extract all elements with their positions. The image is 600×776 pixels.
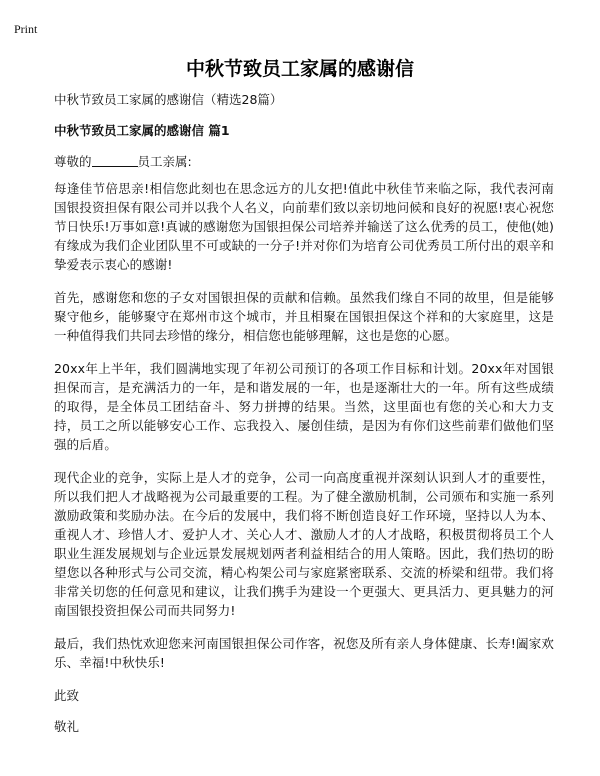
salutation-suffix: 员工亲属: — [137, 154, 192, 169]
salutation — [54, 152, 554, 171]
paragraph-4: 现代企业的竞争，实际上是人才的竞争，公司一向高度重视并深刻认识到人才的重要性，所以我们把人才战略视为公司最重要的工程。为了健全激励机制，公司颁布和实施一系列激励政策和奖励办法。在今后的发展中，我们将不断创造良好工作环境，坚持以人为本、重视人才、珍惜人才、爱护人才、关心人才、激励人才的人才战略，积极贯彻将员工个人职业生涯发展规划与企业远景发展规划两者利益相结合的用人策略。因此，我们热切的盼望您以各种形式与公司交流，精心构架公司与家庭紧密联系、交流的桥梁和纽带。我们将非常关切您的任何意见和建议，让我们携手为建设一个更强大、更具活力、更具魅力的河南国银投资担保公司而共同努力! — [54, 470, 554, 618]
closing-line-2: 敬礼 — [54, 719, 80, 734]
article-body — [54, 90, 554, 748]
print-link[interactable]: Print — [14, 22, 38, 36]
closing-line-1: 此致 — [54, 688, 80, 703]
paragraph-5: 最后，我们热忱欢迎您来河南国银担保公司作客，祝您及所有亲人身体健康、长寿!阖家欢乐、幸福!中秋快乐! — [54, 636, 554, 670]
article-heading: 中秋节致员工家属的感谢信 篇1 — [54, 123, 230, 138]
salutation-blank-line — [92, 154, 138, 167]
article-subtitle: 中秋节致员工家属的感谢信（精选28篇） — [54, 92, 283, 107]
salutation-prefix: 尊敬的 — [54, 154, 92, 169]
paragraph-1: 每逢佳节倍思亲!相信您此刻也在思念远方的儿女把!值此中秋佳节来临之际，我代表河南国银投资担保有限公司并以我个人名义，向前辈们致以亲切地问候和良好的祝愿!衷心祝您节日快乐!万事如意!真诚的感谢您为国银担保公司培养并输送了这么优秀的员工，使他(她)有缘成为我们企业团队里不可或缺的一分子!并对你们为培育公司优秀员工所付出的艰辛和挚爱表示衷心的感谢! — [54, 181, 554, 272]
paragraph-3: 20xx年上半年，我们圆满地实现了年初公司预订的各项工作目标和计划。20xx年对国银担保而言，是充满活力的一年，是和谐发展的一年，也是逐渐壮大的一年。所有这些成绩的取得，是全体员工团结奋斗、努力拼搏的结果。当然，这里面也有您的关心和大力支持，员工之所以能够安心工作、忘我投入、屡创佳绩，是因为有你们这些前辈们做他们坚强的后盾。 — [54, 361, 554, 452]
paragraph-2: 首先，感谢您和您的子女对国银担保的贡献和信赖。虽然我们缘自不同的故里，但是能够聚守他乡，能够聚守在郑州市这个城市，并且相聚在国银担保这个祥和的大家庭里，这是一种值得我们共同去珍惜的缘分，相信您也能够理解，这也是您的心愿。 — [54, 290, 554, 343]
page-title: 中秋节致员工家属的感谢信 — [185, 58, 414, 80]
